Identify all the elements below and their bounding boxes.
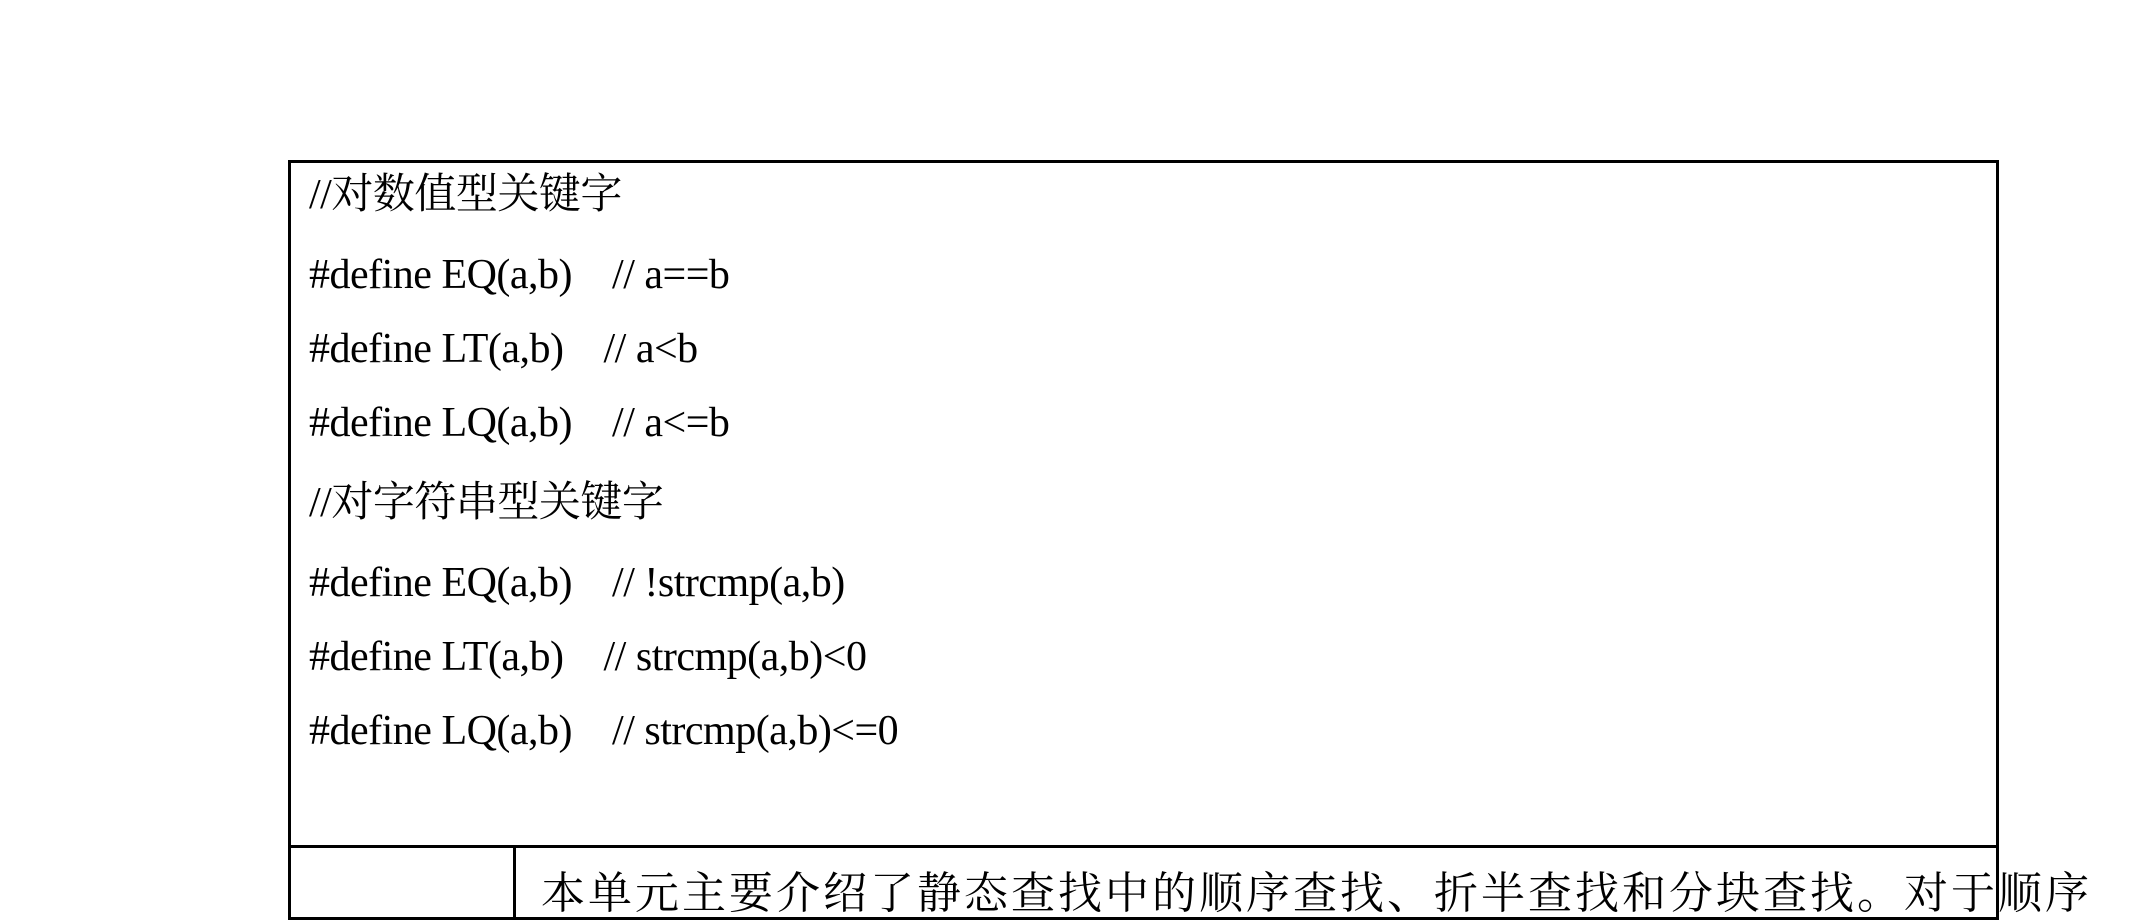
code-line-lq-string: #define LQ(a,b) // strcmp(a,b)<=0 xyxy=(309,708,899,754)
code-line-lt-string: #define LT(a,b) // strcmp(a,b)<0 xyxy=(309,634,867,680)
code-line-lq-numeric: #define LQ(a,b) // a<=b xyxy=(309,400,730,446)
content-table xyxy=(288,160,2092,920)
code-line-eq-string: #define EQ(a,b) // !strcmp(a,b) xyxy=(309,560,845,606)
code-line-lt-numeric: #define LT(a,b) // a<b xyxy=(309,326,698,372)
code-cell xyxy=(291,163,1996,848)
summary-label-cell xyxy=(291,848,516,917)
summary-text: 本单元主要介绍了静态查找中的顺序查找、折半查找和分块查找。对于顺序 xyxy=(541,869,2092,918)
summary-row xyxy=(291,848,2092,918)
code-comment-string: //对字符串型关键字 xyxy=(309,480,664,526)
code-line-eq-numeric: #define EQ(a,b) // a==b xyxy=(309,252,730,298)
code-comment-numeric: //对数值型关键字 xyxy=(309,172,622,218)
